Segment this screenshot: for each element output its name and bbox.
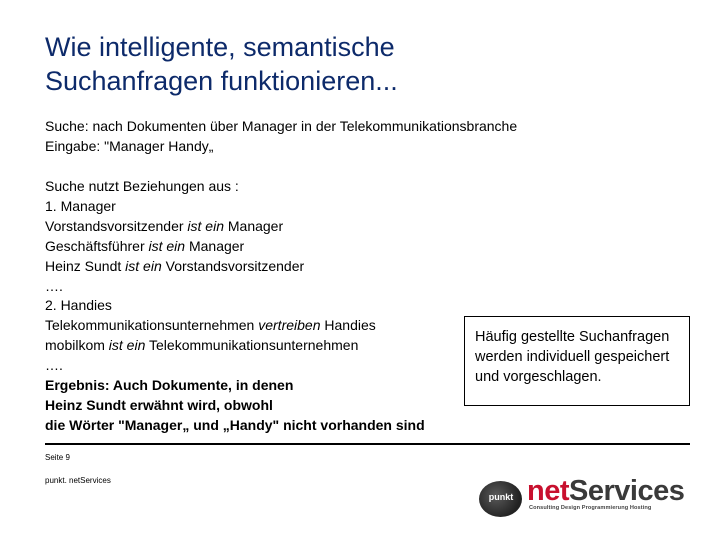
logo-wordmark-net: net: [527, 475, 569, 507]
search-intro: [45, 116, 517, 156]
relation-verb: ist ein: [108, 337, 146, 354]
relations-list: [45, 177, 425, 436]
relation-2: [45, 237, 425, 257]
logo-badge-text: punkt: [488, 492, 514, 502]
search-input-example: Eingabe: "Manager Handy„: [45, 138, 214, 154]
relation-subject: Geschäftsführer: [45, 237, 149, 254]
relations-heading: Suche nutzt Beziehungen aus :: [45, 178, 239, 194]
logo-wordmark: [527, 475, 684, 508]
relation-3: [45, 257, 425, 277]
relation-subject: Heinz Sundt: [45, 257, 126, 274]
result-line-1: Ergebnis: Auch Dokumente, in denen: [45, 377, 294, 394]
relation-verb: vertreiben: [258, 317, 321, 334]
search-description: Suche: nach Dokumenten über Manager in der Telekommunikationsbranche: [45, 118, 518, 134]
callout-text: Häufig gestellte Suchanfragen werden individuell gespeichert und vorgeschlagen.: [475, 329, 670, 385]
relation-subject: Vorstandsvorsitzender: [45, 217, 188, 234]
logo-wordmark-services: Services: [569, 475, 685, 507]
relation-verb: ist ein: [187, 217, 224, 234]
relation-subject: Telekommunikationsunternehmen: [45, 317, 259, 334]
relation-1: [45, 217, 425, 237]
logo-tagline: Consulting Design Programmierung Hosting: [529, 505, 652, 511]
result-line-2: Heinz Sundt erwähnt wird, obwohl: [45, 396, 273, 413]
relation-object: Manager: [223, 217, 284, 234]
slide-title: [45, 30, 665, 98]
relation-4: [45, 316, 425, 336]
relation-object: Handies: [320, 317, 376, 334]
relation-verb: ist ein: [125, 257, 162, 274]
slide-title-line-2: Suchanfragen funktionieren...: [45, 66, 398, 96]
info-callout-box: [464, 316, 690, 406]
ellipsis-1: ….: [45, 277, 63, 294]
result-line-3: die Wörter "Manager„ und „Handy" nicht vorhanden sind: [45, 416, 425, 433]
company-logo: [479, 475, 689, 518]
footer-divider: [45, 443, 690, 445]
footer-company: punkt. netServices: [45, 476, 111, 485]
relation-object: Telekommunikationsunternehmen: [145, 337, 359, 354]
slide-title-line-1: Wie intelligente, semantische: [45, 32, 395, 62]
relation-5: [45, 336, 425, 356]
item-1-label: 1. Manager: [45, 197, 116, 214]
relation-verb: ist ein: [148, 237, 186, 254]
ellipsis-2: ….: [45, 357, 63, 374]
page-number: Seite 9: [45, 453, 70, 462]
relation-subject: mobilkom: [45, 337, 109, 354]
relation-object: Vorstandsvorsitzender: [161, 257, 305, 274]
relation-object: Manager: [185, 237, 245, 254]
item-2-label: 2. Handies: [45, 297, 112, 314]
